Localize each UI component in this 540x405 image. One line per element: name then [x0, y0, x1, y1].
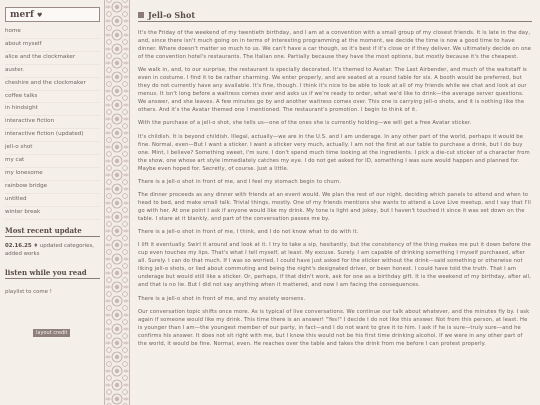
nav-item-winter-break[interactable]: winter break — [5, 207, 100, 220]
nav-item-jell-o-shot[interactable]: jell-o shot — [5, 142, 100, 155]
listen-section — [5, 268, 100, 295]
nav-item-untitled[interactable]: untitled — [5, 194, 100, 207]
nav-item-cheshire-and-the-clockmaker[interactable]: cheshire and the clockmaker — [5, 78, 100, 91]
recent-update-date: 02.16.25 — [5, 242, 32, 249]
nav-item-my-cat[interactable]: my cat — [5, 155, 100, 168]
nav-item-auster[interactable]: auster. — [5, 65, 100, 78]
layout-credit-button[interactable]: layout credit — [33, 329, 70, 337]
post-body — [138, 29, 532, 348]
nav-item-interactive-fiction-updated[interactable]: interactive fiction (updated) — [5, 129, 100, 142]
post-paragraph: It's childish. It is beyond childish. Illegal, actually—we are in the U.S. and I am underage. In any other part of the world, perhaps it would be fine. Normal, even—But I want a sticker. I want a sticker very much, actually. I am not the first at our table to purchase a drink, but I do buy one. Mint, I believe? Something sweet, I'm sure. I don't spend much time looking at the ingredients. I pick a die-cut sticker of a character from the show, one whose art style immediately catches my eye. I do not get asked for ID, something I was sure would happen and planned for. Maybe even hoped for. Secretly, of course. Just a little. — [138, 133, 530, 172]
post-paragraph: The dinner proceeds as any dinner with friends at an event would. We plan the rest of our night, deciding which panels to attend and when to head to bed, and make small talk. Trivial things, mostly. One of my friends mentions she wants to attend a Love Live meetup, and I say that I'll go with her. At one point I ask if anyone would like my drink. My tone is light and jokey, but I haven't touched it since it was set down on the table. I stare at it blankly, and part of the conversation passes me by. — [138, 191, 531, 222]
post-paragraph: There is a jell-o shot in front of me, and my anxiety worsens. — [138, 295, 306, 302]
post-paragraph: Our conversation topic shifts once more. As is typical of live conversations. We continue our talk about whatever, and the minutes fly by. I ask again if someone would like my drink. This time there is an answer! "Yes!" I decide I do not like this answer. Not from this person, at least. He is younger than I am—the youngest member of our party, in fact—and I do not want to give it to him. I ask if he is sure—truly sure—and he confirms his answer. It does not sit right with me, but I know this would not be his first time drinking alcohol. If we were in any other part of the world, it would be fine. Normal, even. He reaches over the table and takes the drink from me before I can protest properly. — [138, 308, 530, 347]
recent-update-heading: Most recent update — [5, 226, 100, 237]
listen-heading: listen while you read — [5, 268, 100, 279]
nav-item-coffee-talks[interactable]: coffee talks — [5, 91, 100, 104]
post-paragraph: With the purchase of a jell-o shot, she tells us—one of the ones she is currently holding—we will get a free Avatar sticker. — [138, 120, 472, 127]
recent-update-description: ♦ updated categories, added works — [5, 242, 94, 257]
nav-item-alice-and-the-clockmaker[interactable]: alice and the clockmaker — [5, 52, 100, 65]
recent-update-section — [5, 226, 100, 258]
title-square-icon — [138, 12, 144, 18]
nav-item-in-hindsight[interactable]: in hindsight — [5, 103, 100, 116]
nav-item-my-lonesome[interactable]: my lonesome — [5, 168, 100, 181]
heart-icon: ♥ — [37, 12, 43, 19]
nav-item-home[interactable]: home — [5, 26, 100, 39]
main-content — [132, 0, 536, 405]
post-header — [138, 8, 532, 22]
playlist-link[interactable]: playlist to come ! — [5, 288, 52, 295]
post-paragraph: There is a jell-o shot in front of me, I think, and I do not know what to do with it. — [138, 229, 359, 236]
recent-update-text — [5, 242, 100, 258]
post-paragraph: There is a jell-o shot in front of me, and I feel my stomach begin to churn. — [138, 178, 342, 185]
nav-item-about-myself[interactable]: about myself — [5, 39, 100, 52]
ornament-strip — [104, 0, 130, 405]
nav-item-rainbow-bridge[interactable]: rainbow bridge — [5, 181, 100, 194]
site-title-box[interactable] — [5, 7, 100, 22]
post-paragraph: I lift it eventually. Swirl it around and look at it. I try to take a sip, hesitantly, but the consistency of the thing makes me put it down before the cup even touches my lips. That's what I tell myself, at least. My excuse. Surely. I am capable of drinking something I myself purchased, after all. Surely. I can do that much. If I was so worried, I could have just asked for the sticker without the drink—said something or otherwise not liking jell-o shots, or lied about commuting and being the night's designated driver, or been honest. I could have told the truth. That I am underage but would still like a sticker. Or, perhaps, if that didn't work, ask for one as a birthday gift. It is the weekend of my birthday, after all, and that is no lie. But I did not say anything when it mattered, and now I am facing the consequences. — [138, 242, 532, 289]
post-title: Jell-o Shot — [148, 9, 196, 20]
sidebar — [0, 0, 104, 405]
post-paragraph: It's the Friday of the weekend of my twentieth birthday, and I am at a convention with a small group of my closest friends. It is late in the day, and, since there isn't much going on in terms of interesting programming at the moment, we decide the time is now a good time to have dinner. Where doesn't matter so much to us. We can't have a car though, so it's best if it's close or if they deliver. We ultimately decide on one of the convention hotel's restaurants. The Italian one. Partially because they have the most options, but mostly because it's the cheapest. — [138, 30, 532, 60]
nav-item-interactive-fiction[interactable]: interactive fiction — [5, 116, 100, 129]
nav-list — [5, 26, 100, 220]
lace-ornament-icon — [105, 0, 129, 405]
site-title[interactable]: merf — [10, 10, 34, 20]
post-paragraph: We walk in, and, to our surprise, the restaurant is specially decorated. It's themed to Avatar: The Last Airbender, and much of the waitstaff is even in costume. I find it to be rather charming. We enter properly, and are seated at a round table for six. A booth would be preferred, but they do not currently have any available. It's fine, though. I think it's nice to be able to look at all of my friends while we chat and look at our menus. It isn't long before a waitress comes over and asks us if we're ready to order, what we'd like to drink—the average server questions. We answer, and she leaves. A few minutes go by and another waitress comes over. This one is carrying jell-o shots, and it is nothing like the others. And it's the Avatar themed one I mentioned. The restaurant's promotion. I begin to think of it. — [138, 67, 527, 114]
